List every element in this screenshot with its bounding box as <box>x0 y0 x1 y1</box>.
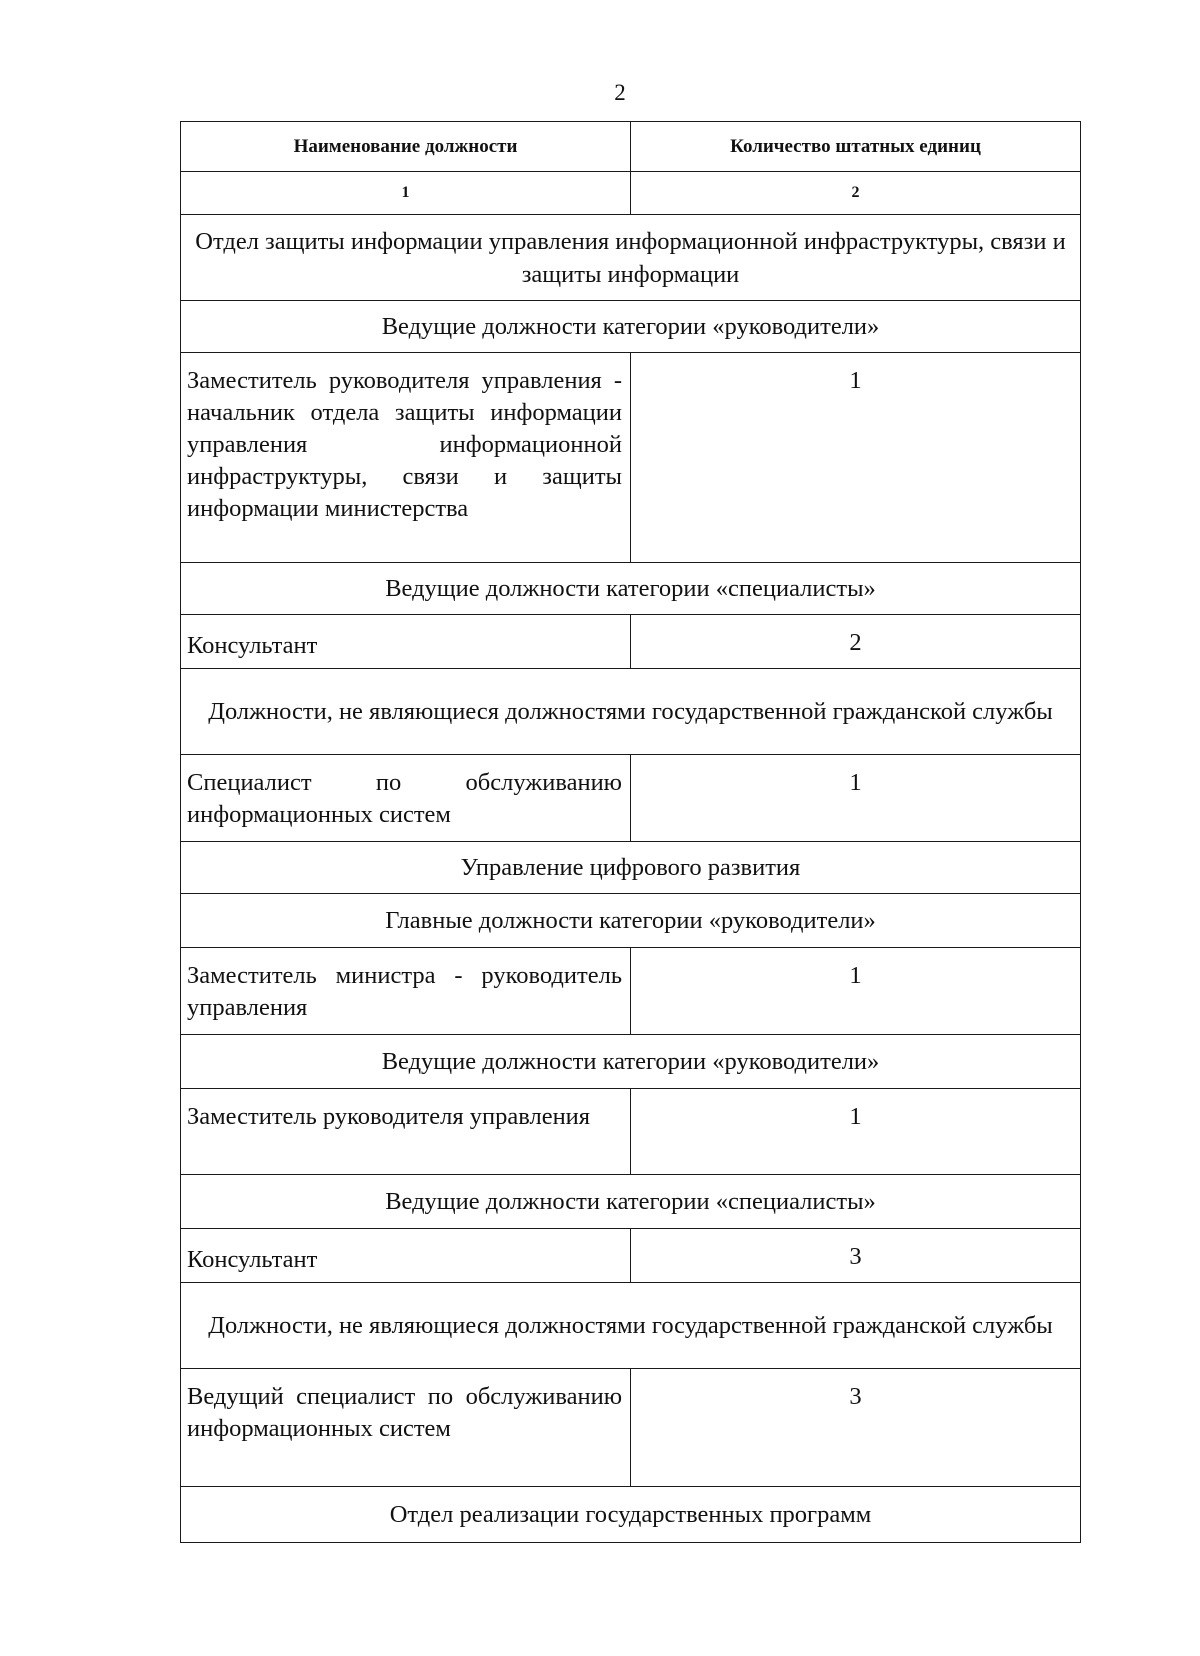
position-row <box>181 1369 1081 1487</box>
section-title: Ведущие должности категории «руководители» <box>181 301 1081 353</box>
column-header-count: Количество штатных единиц <box>631 122 1081 172</box>
position-row <box>181 353 1081 563</box>
section-title: Ведущие должности категории «специалисты» <box>181 563 1081 615</box>
column-number-2: 2 <box>631 172 1081 215</box>
section-title: Управление цифрового развития <box>181 842 1081 894</box>
section-row <box>181 1487 1081 1543</box>
section-row <box>181 894 1081 948</box>
position-row <box>181 615 1081 669</box>
table-header-row <box>181 122 1081 172</box>
position-count: 1 <box>631 948 1081 1035</box>
section-title: Ведущие должности категории «специалисты» <box>181 1175 1081 1229</box>
column-number-row <box>181 172 1081 215</box>
position-row <box>181 1229 1081 1283</box>
position-count: 2 <box>631 615 1081 669</box>
position-name: Ведущий специалист по обслуживанию информационных систем <box>181 1369 631 1487</box>
position-name: Заместитель руководителя управления <box>181 1089 631 1175</box>
position-row <box>181 1089 1081 1175</box>
position-count: 1 <box>631 1089 1081 1175</box>
section-title: Отдел защиты информации управления информационной инфраструктуры, связи и защиты информации <box>181 215 1081 301</box>
position-count: 3 <box>631 1369 1081 1487</box>
section-row <box>181 1175 1081 1229</box>
section-row <box>181 842 1081 894</box>
staffing-table <box>180 121 1081 1543</box>
position-name: Заместитель руководителя управления - начальник отдела защиты информации управления информационной инфраструктуры, связи и защиты информации министерства <box>181 353 631 563</box>
section-title: Ведущие должности категории «руководители» <box>181 1035 1081 1089</box>
position-name: Консультант <box>181 615 631 669</box>
section-row <box>181 1283 1081 1369</box>
section-row <box>181 563 1081 615</box>
section-row <box>181 215 1081 301</box>
section-title: Должности, не являющиеся должностями государственной гражданской службы <box>181 669 1081 755</box>
page-number: 2 <box>614 80 626 105</box>
position-count: 1 <box>631 755 1081 842</box>
column-number-1: 1 <box>181 172 631 215</box>
position-name: Заместитель министра - руководитель управления <box>181 948 631 1035</box>
column-header-position: Наименование должности <box>181 122 631 172</box>
position-count: 1 <box>631 353 1081 563</box>
position-name: Специалист по обслуживанию информационных систем <box>181 755 631 842</box>
section-title: Должности, не являющиеся должностями государственной гражданской службы <box>181 1283 1081 1369</box>
section-title: Отдел реализации государственных программ <box>181 1487 1081 1543</box>
position-name: Консультант <box>181 1229 631 1283</box>
position-row <box>181 948 1081 1035</box>
position-count: 3 <box>631 1229 1081 1283</box>
section-title: Главные должности категории «руководители» <box>181 894 1081 948</box>
section-row <box>181 301 1081 353</box>
position-row <box>181 755 1081 842</box>
section-row <box>181 1035 1081 1089</box>
section-row <box>181 669 1081 755</box>
